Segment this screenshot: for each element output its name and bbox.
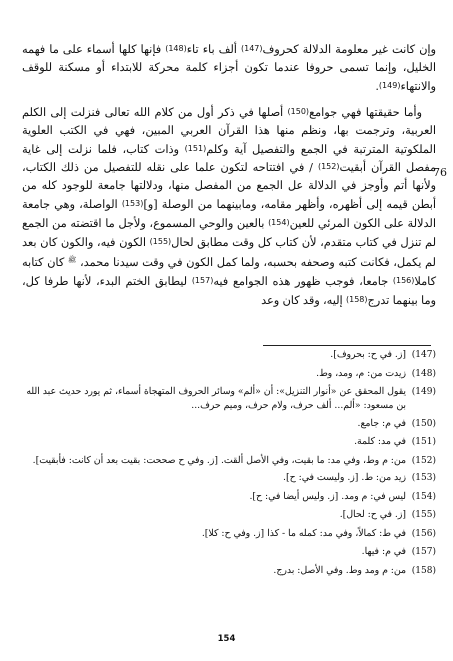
- footnote-ref-151[interactable]: (151): [184, 143, 207, 153]
- text-run: / في افتتاحه لتكون علما على نقله للتفصيل من ذلك الكتاب، ولأنها أتم وأوجز في الدلالة عل الجمع من المفصل منها، ودلالتها جامعة للوجود كله من أبطن قيمه إلى أظهره، وأظهر مقامه، ومابينهما من الوصلة [و]: [22, 161, 436, 212]
- footnote-text: في مد: كلمة.: [354, 436, 406, 448]
- footnote-text: في ط: كمالاً، وفي مد: كمله ما - كذا [ز. وفي ح: كلا].: [201, 527, 406, 539]
- footnote-text: في م: جامع.: [357, 417, 406, 429]
- footnote-number: (151): [411, 437, 436, 448]
- text-run: .: [375, 79, 379, 93]
- footnote-ref-149[interactable]: (149): [378, 80, 401, 90]
- footnote-156: [22, 527, 436, 541]
- footnote-text: [ز. في ح: بحروف].: [330, 349, 406, 360]
- footnote-number: (150): [411, 418, 436, 429]
- footnote-ref-148[interactable]: (148): [165, 44, 187, 53]
- text-run: وذات كتاب، فلما نزلت إلى غاية مفصل القرآن أبقيت: [22, 142, 436, 175]
- footnote-153: [22, 471, 436, 485]
- footnote-148: [22, 367, 436, 381]
- footnote-154: [22, 490, 436, 504]
- footnote-152: [22, 454, 436, 468]
- footnote-157: [22, 545, 436, 559]
- salla-honorific-glyph: ﷺ: [67, 255, 77, 264]
- footnote-text: ليس في: م ومد. [ز. وليس أيضا في: ح].: [249, 490, 406, 502]
- footnote-ref-156[interactable]: (156): [392, 275, 415, 285]
- footnote-number: (152): [411, 455, 436, 466]
- paragraph-2: [22, 103, 436, 310]
- footnote-number: (158): [411, 565, 436, 576]
- footnote-text: زيد من: ط. [ز. وليست في: ح].: [283, 471, 406, 483]
- footnote-ref-154[interactable]: (154): [268, 218, 290, 228]
- page-number: 154: [217, 634, 236, 644]
- margin-page-reference: 76: [433, 166, 447, 179]
- footnote-155: [22, 508, 436, 522]
- footnote-number: (155): [411, 510, 436, 521]
- footnote-158: [22, 564, 436, 578]
- text-run: الواصلة، وهي جامعة الدلالة على الكون المرئي للعين: [22, 198, 436, 231]
- footnote-ref-147[interactable]: (147): [240, 44, 263, 53]
- footnote-number: (149): [411, 387, 436, 398]
- footnote-ref-158[interactable]: (158): [345, 294, 368, 304]
- footnote-ref-152[interactable]: (152): [317, 162, 340, 172]
- footnote-150: [22, 417, 436, 431]
- text-run: وأما حقيقتها فهي جوامع: [309, 105, 422, 119]
- footnote-text: زيدت من: م، ومد، وط.: [316, 367, 406, 379]
- text-run: ألف باء تاء: [186, 43, 241, 56]
- text-run: وإن كانت غير معلومة الدلالة كحروف: [262, 43, 436, 56]
- text-run: بالعين والوحي المسموع، ولأجل ما اقتضته من الجمع لم تنزل في كتاب متقدم، لأن كتاب كل وقت مطابق لحال: [22, 217, 437, 250]
- footnote-ref-150[interactable]: (150): [287, 106, 310, 116]
- footnote-149: [22, 385, 436, 413]
- text-run: إليه، وقد كان وعد: [261, 293, 346, 307]
- footnote-number: (154): [411, 491, 436, 502]
- text-run: أصلها في ذكر أول من كلام الله تعالى فنزلت إلى الكلم العربية، وترجمت بها، ونظم منها هذا القرآن العربي المبين، فهي في الكتب العلوية الملكوتية المترتبة في الجمع والتفصيل آية وكلم: [22, 105, 436, 156]
- footnote-ref-157[interactable]: (157): [191, 275, 214, 285]
- text-run: فإنها كلها أسماء على ما فهمه الخليل، وإنما تسمى حروفا عندما تكون أجزاء كلمة محركة للابتداء أو مسكنة للوقف والانتهاء: [22, 43, 436, 93]
- footnote-number: (156): [411, 528, 436, 539]
- footnotes-section: [22, 348, 436, 583]
- footnote-ref-155[interactable]: (155): [149, 237, 172, 247]
- footnote-number: (153): [411, 472, 436, 483]
- footnote-number: (148): [411, 368, 436, 379]
- footnote-text: في م: فيها.: [361, 546, 406, 558]
- footnote-separator-rule: [263, 345, 431, 346]
- paragraph-1: [22, 40, 436, 96]
- text-run: كان كتابه كاملا: [22, 255, 436, 288]
- footnote-text: من: م وط، وفي مد: ما بقيت، وفي الأصل ألقت. [ز. وفي ح صححت: بقيت بعد أن كانت: فأبقيت].: [32, 454, 406, 466]
- footnote-text: يقول المحقق عن «أنوار التنزيل»: أن «ألم» وسائر الحروف المتهجاة أسماء، ثم يورد حديث عبد الله بن مسعود: «ألم... ألف حرف، ولام حرف، وميم حرف...: [26, 386, 406, 412]
- footnote-text: [ز. في ح: لحال].: [339, 509, 406, 521]
- text-run: جامعا، فوجب ظهور هذه الجوامع فيه: [213, 274, 393, 288]
- footnote-147: [22, 348, 436, 362]
- footnote-number: (147): [411, 350, 436, 360]
- main-text-body: [22, 40, 436, 310]
- text-run: ليطابق الختم البدء، لأنها طرفا كل، وما بينهما تدرج: [22, 274, 436, 307]
- footnote-number: (157): [411, 547, 436, 558]
- footnote-text: من: م ومد وط. وفي الأصل: بدرج.: [273, 564, 406, 576]
- footnote-ref-153[interactable]: (153): [121, 199, 144, 209]
- footnote-151: [22, 435, 436, 449]
- text-run: الكون فيه، والكون كان بعد لم يكمل، فكانت كتبه وصحفه بحسبه، ولما كمل الكون في وقت سيدنا محمد،: [22, 236, 436, 269]
